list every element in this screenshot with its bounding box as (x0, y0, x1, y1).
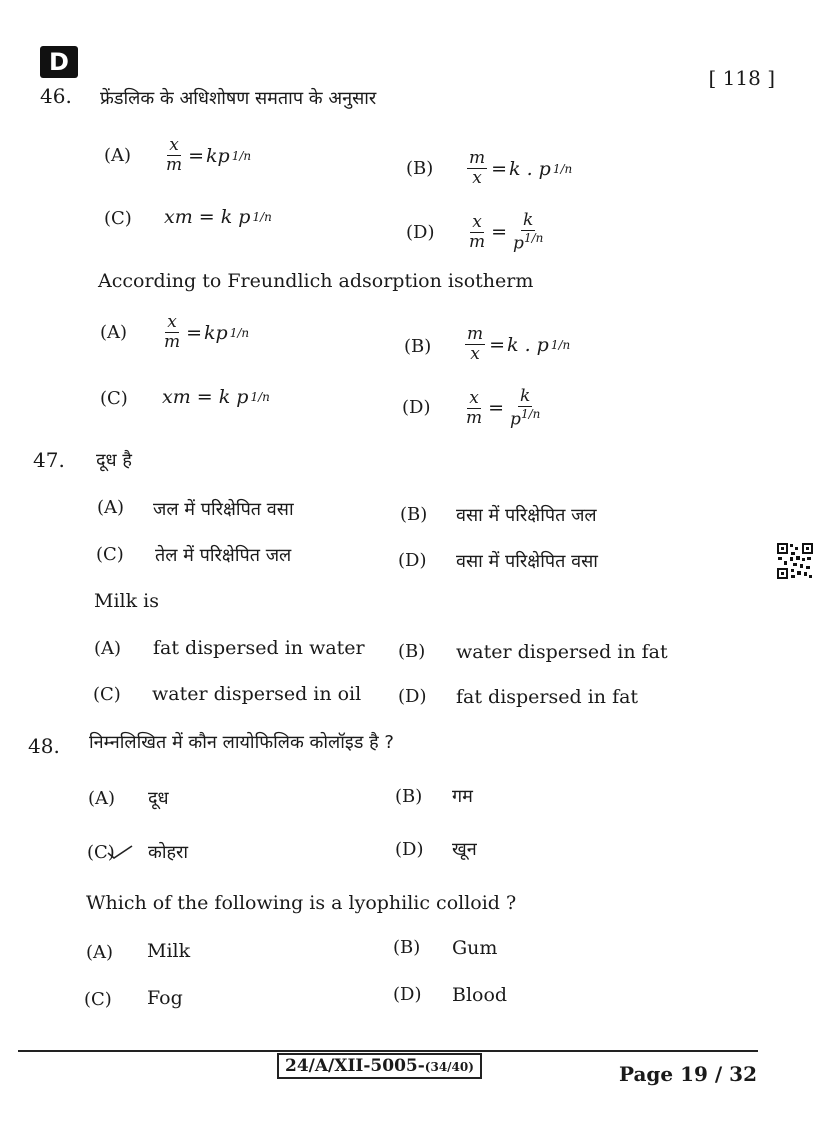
q48-hi-option-d: खून (452, 839, 477, 860)
page-number: Page 19 / 32 (618, 1062, 757, 1086)
q47-hi-option-a: जल में परिक्षेपित वसा (153, 499, 294, 520)
q48-hi-label-b: (B) (395, 786, 423, 807)
q46-en-option-a: $\frac{x}{m}$ = kp 1/n (164, 312, 250, 352)
q46-english-text: According to Freundlich adsorption isotherm (98, 270, 534, 292)
page-reference: [ 118 ] (708, 66, 775, 90)
q46-en-label-d: (D) (402, 397, 431, 418)
q48-en-label-c: (C) (84, 989, 112, 1010)
q46-en-label-a: (A) (100, 322, 128, 343)
q47-hi-label-b: (B) (400, 504, 428, 525)
q48-hi-label-d: (D) (395, 839, 424, 860)
q46-hi-option-d: $\frac{x}{m}$ = $\frac{k}{p^{1/n}}$ (469, 210, 544, 254)
question-number-48: 48. (28, 734, 60, 758)
q46-hindi-text: फ्रेंडलिक के अधिशोषण समताप के अनुसार (100, 88, 377, 109)
q46-hi-label-a: (A) (104, 145, 132, 166)
q47-en-label-b: (B) (398, 641, 426, 662)
q46-en-option-b: $\frac{m}{x}$ = k . p 1/n (467, 324, 571, 364)
q46-en-label-c: (C) (100, 388, 128, 409)
q47-en-label-a: (A) (94, 638, 122, 659)
q48-hi-option-c: कोहरा (148, 842, 189, 863)
q48-en-label-b: (B) (393, 937, 421, 958)
footer-rule (18, 1050, 758, 1052)
q47-en-label-c: (C) (93, 684, 121, 705)
set-badge: D (40, 46, 78, 78)
q46-hi-option-c: xm = k p 1/n (164, 206, 272, 228)
q48-en-label-d: (D) (393, 984, 422, 1005)
q48-hi-option-b: गम (452, 786, 473, 807)
q47-hi-label-c: (C) (96, 544, 124, 565)
q47-hi-option-d: वसा में परिक्षेपित वसा (456, 551, 598, 572)
q48-hindi-text: निम्नलिखित में कौन लायोफिलिक कोलॉइड है ? (89, 732, 394, 753)
q48-en-option-b: Gum (452, 937, 498, 959)
q47-en-option-b: water dispersed in fat (456, 641, 668, 663)
q46-hi-option-a: $\frac{x}{m}$ = kp 1/n (166, 135, 252, 175)
q47-hi-option-c: तेल में परिक्षेपित जल (155, 545, 292, 566)
q46-hi-label-b: (B) (406, 158, 434, 179)
question-number-46: 46. (40, 84, 72, 108)
q48-en-option-a: Milk (147, 940, 191, 962)
q46-en-option-c: xm = k p 1/n (162, 386, 270, 408)
q46-hi-label-d: (D) (406, 222, 435, 243)
q48-hi-label-c: (C) (87, 842, 115, 863)
paper-code: 24/A/XII-5005-(34/40) (277, 1053, 482, 1079)
q46-hi-label-c: (C) (104, 208, 132, 229)
q48-en-option-c: Fog (147, 987, 183, 1009)
q47-hi-label-a: (A) (97, 497, 125, 518)
q48-english-text: Which of the following is a lyophilic colloid ? (86, 892, 517, 914)
q47-en-option-a: fat dispersed in water (153, 637, 365, 659)
q48-hi-option-a: दूध (148, 788, 169, 809)
question-number-47: 47. (33, 448, 65, 472)
pen-tick-mark-icon (106, 843, 134, 859)
q47-hi-label-d: (D) (398, 550, 427, 571)
q47-en-option-c: water dispersed in oil (152, 683, 362, 705)
q47-hi-option-b: वसा में परिक्षेपित जल (456, 505, 597, 526)
q46-en-option-d: $\frac{x}{m}$ = $\frac{k}{p^{1/n}}$ (466, 386, 541, 430)
q46-en-label-b: (B) (404, 336, 432, 357)
q47-english-text: Milk is (94, 590, 159, 612)
q48-en-option-d: Blood (452, 984, 508, 1006)
q47-hindi-text: दूध है (96, 450, 132, 471)
q47-en-label-d: (D) (398, 686, 427, 707)
q47-en-option-d: fat dispersed in fat (456, 686, 639, 708)
q48-en-label-a: (A) (86, 942, 114, 963)
qr-code-icon (776, 542, 814, 580)
q48-hi-label-a: (A) (88, 788, 116, 809)
q46-hi-option-b: $\frac{m}{x}$ = k . p 1/n (469, 148, 573, 188)
